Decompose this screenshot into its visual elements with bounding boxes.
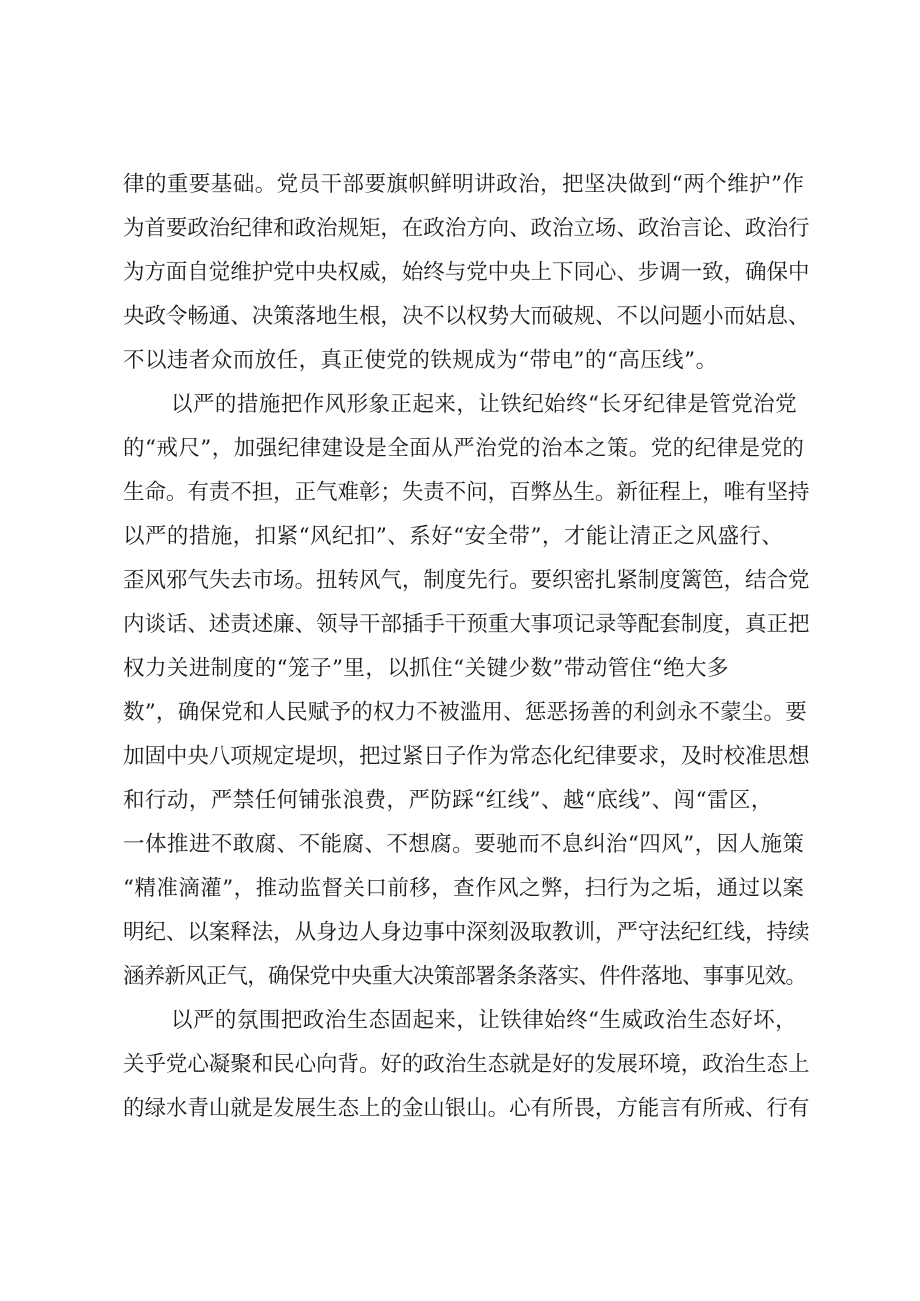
text-line: 和行动，严禁任何铺张浪费，严防踩“红线”、越“底线”、闯“雷区， xyxy=(123,788,773,813)
text-line: 涵养新风正气，确保党中央重大决策部署条条落实、件件落地、事事见效。 xyxy=(123,964,807,989)
text-line: 的“戒尺”，加强纪律建设是全面从严治党的治本之策。党的纪律是党的 xyxy=(123,436,805,461)
text-line: 以严的措施，扣紧“风纪扣”、系好“安全带”，才能让清正之风盛行、 xyxy=(123,524,784,549)
text-line: 为方面自觉维护党中央权威，始终与党中央上下同心、步调一致，确保中 xyxy=(123,260,810,285)
text-line: “精准滴灌”，推动监督关口前移，查作风之弊，扫行为之垢，通过以案 xyxy=(123,876,805,901)
text-line: 的绿水青山就是发展生态上的金山银山。心有所畏，方能言有所戒、行有 xyxy=(123,1096,810,1121)
text-line: 内谈话、述责述廉、领导干部插手干预重大事项记录等配套制度，真正把 xyxy=(123,612,810,637)
text-line: 明纪、以案释法，从身边人身边事中深刻汲取教训，严守法纪红线，持续 xyxy=(123,920,810,945)
text-line: 加固中央八项规定堤坝，把过紧日子作为常态化纪律要求，及时校准思想 xyxy=(123,744,810,769)
paragraph-first-line: 以严的措施把作风形象正起来，让铁纪始终“长牙纪律是管党治党 xyxy=(171,392,798,417)
paragraph-first-line: 以严的氛围把政治生态固起来，让铁律始终“生威政治生态好坏， xyxy=(171,1008,798,1033)
text-line: 央政令畅通、决策落地生根，决不以权势大而破规、不以问题小而姑息、 xyxy=(123,304,810,329)
text-line: 律的重要基础。党员干部要旗帜鲜明讲政治，把坚决做到“两个维护”作 xyxy=(123,172,805,197)
text-line: 歪风邪气失去市场。扭转风气，制度先行。要织密扎紧制度篱笆，结合党 xyxy=(123,568,810,593)
text-line: 为首要政治纪律和政治规矩，在政治方向、政治立场、政治言论、政治行 xyxy=(123,216,810,241)
text-line: 权力关进制度的“笼子”里，以抓住“关键少数”带动管住“绝大多 xyxy=(123,656,729,681)
text-line: 不以违者众而放任，真正使党的铁规成为“带电”的“高压线”。 xyxy=(123,348,718,373)
text-line: 生命。有责不担，正气难彰；失责不问，百弊丛生。新征程上，唯有坚持 xyxy=(123,480,810,505)
text-line: 一体推进不敢腐、不能腐、不想腐。要驰而不息纠治“四风”，因人施策 xyxy=(123,832,805,857)
text-line: 数”，确保党和人民赋予的权力不被滥用、惩恶扬善的利剑永不蒙尘。要 xyxy=(123,700,807,725)
text-line: 关乎党心凝聚和民心向背。好的政治生态就是好的发展环境，政治生态上 xyxy=(123,1052,810,1077)
